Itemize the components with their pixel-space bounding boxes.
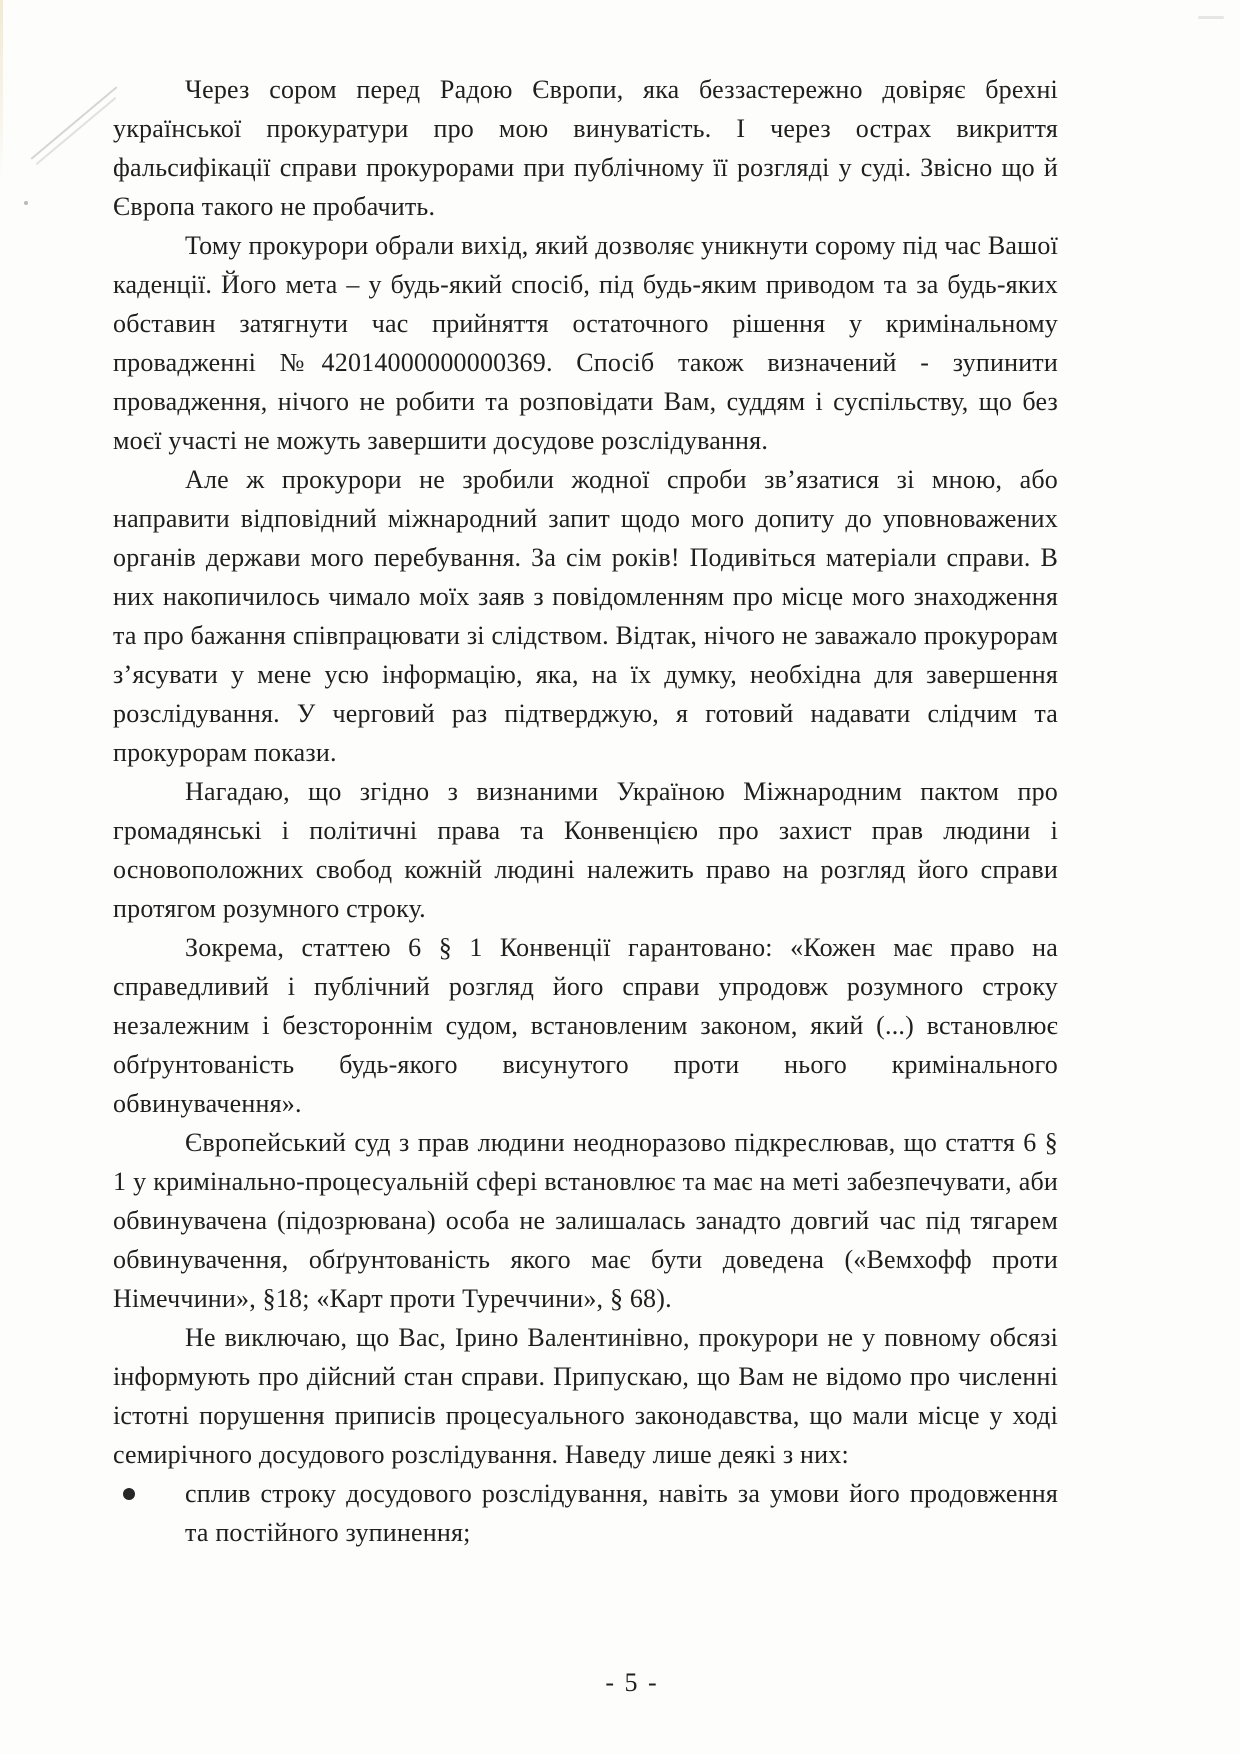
scan-artifact-smudge [1198,16,1224,19]
paragraph: Зокрема, статтею 6 § 1 Конвенції гарантовано: «Кожен має право на справедливий і публічний розгляд його справи упродовж розумного строку незалежним і безстороннім судом, встановленим законом, який (...) встановлює обґрунтованість будь-якого висунутого проти нього кримінального обвинувачення». [113,933,1058,1118]
paragraph: Але ж прокурори не зробили жодної спроби зв’язатися зі мною, або направити відповідний міжнародний запит щодо мого допиту до уповноважених органів держави мого перебування. За сім років! Подивіться матеріали справи. В них накопичилось чимало моїх заяв з повідомленням про місце мого знаходження та про бажання співпрацювати зі слідством. Відтак, нічого не заважало прокурорам з’ясувати у мене усю інформацію, яка, на їх думку, необхідна для завершення розслідування. У черговий раз підтверджую, я готовий надавати слідчим та прокурорам покази. [113,465,1058,767]
paragraph: Європейський суд з прав людини неодноразово підкреслював, що стаття 6 § 1 у кримінально-процесуальній сфері встановлює та має на меті забезпечувати, аби обвинувачена (підозрювана) особа не залишалась занадто довгий час під тягарем обвинувачення, обґрунтованість якого має бути доведена («Вемхофф проти Німеччини», §18; «Карт проти Туреччини», § 68). [113,1128,1058,1313]
scan-artifact-speck [24,201,28,205]
paragraph: Через сором перед Радою Європи, яка беззастережно довіряє брехні української прокуратури про мою винуватість. І через острах викриття фальсифікації справи прокурорами при публічному її розгляді у суді. Звісно що й Європа такого не пробачить. [113,75,1058,221]
bullet-dot-icon [123,1488,135,1500]
bullet-list [113,1474,1058,1552]
page-number: - 5 - [605,1668,659,1697]
list-item [113,1474,1058,1552]
scan-edge-tint [0,0,3,180]
paragraph: Тому прокурори обрали вихід, який дозволяє уникнути сорому під час Вашої каденції. Його мета – у будь-який спосіб, під будь-яким приводом та за будь-яких обставин затягнути час прийняття остаточного рішення у кримінальному провадженні №42014000000000369. Спосіб також визначений - зупинити провадження, нічого не робити та розповідати Вам, суддям і суспільству, що без моєї участі не можуть завершити досудове розслідування. [113,231,1058,455]
bullet-item-text: сплив строку досудового розслідування, навіть за умови його продовження та постійного зупинення; [185,1479,1058,1547]
paragraph: Не виключаю, що Вас, Ірино Валентинівно, прокурори не у повному обсязі інформують про дійсний стан справи. Припускаю, що Вам не відомо про численні істотні порушення приписів процесуального законодавства, що мали місце у ході семирічного досудового розслідування. Наведу лише деякі з них: [113,1323,1058,1469]
letter-body [113,70,1058,1552]
scan-artifact-slash [36,97,117,165]
scan-artifact-slash [30,86,117,160]
paragraph: Нагадаю, що згідно з визнаними Україною Міжнародним пактом про громадянські і політичні права та Конвенцією про захист прав людини і основоположних свобод кожній людині належить право на розгляд його справи протягом розумного строку. [113,777,1058,923]
